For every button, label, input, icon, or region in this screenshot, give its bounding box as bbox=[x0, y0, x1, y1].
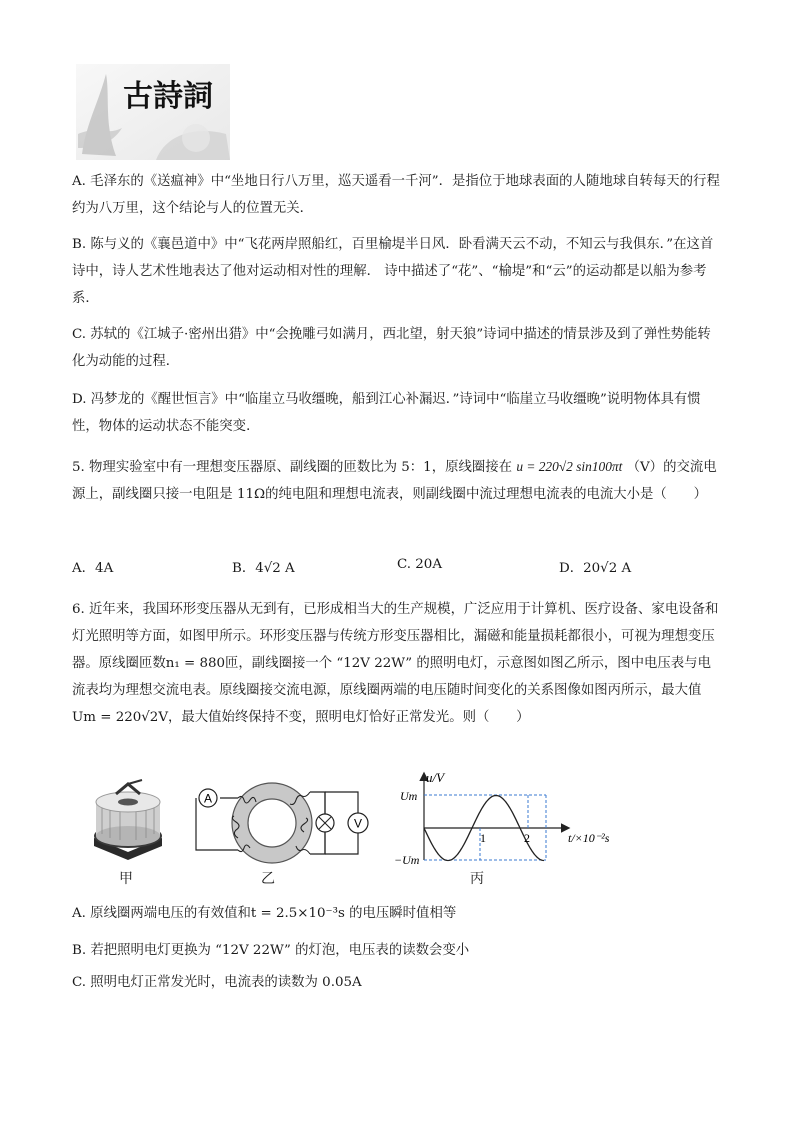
caption-bing: 丙 bbox=[470, 871, 484, 887]
q5-option-d: D．20√2 A bbox=[559, 561, 632, 576]
q6-option-c: C. 照明电灯正常发光时，电流表的读数为 0.05A bbox=[72, 975, 362, 990]
q5-option-c: C. 20A bbox=[397, 557, 442, 572]
q4-option-d: D. 冯梦龙的《醒世恒言》中“临崖立马收缰晚，船到江心补漏迟．”诗词中“临崖立马收缰晚”说明物体具有惯性，物体的运动状态不能突变． bbox=[72, 392, 701, 434]
q6-option-a: A. 原线圈两端电压的有效值和t = 2.5×10⁻³s 的电压瞬时值相等 bbox=[72, 906, 457, 921]
circuit-diagram bbox=[190, 778, 380, 868]
ammeter-label: A bbox=[203, 791, 213, 806]
q5-formula: u = 220√2 sin100πt bbox=[516, 459, 623, 474]
q4-option-b: B. 陈与义的《襄邑道中》中“飞花两岸照船红，百里榆堤半日风．卧看满天云不动，不知云与我俱东．”在这首诗中，诗人艺术性地表达了他对运动相对性的理解． 诗中描述了“花”、“榆堤”和“云”的运动都是以船为参考系． bbox=[72, 237, 714, 306]
q4-option-a: A. 毛泽东的《送瘟神》中“坐地日行八万里，巡天遥看一千河”．是指位于地球表面的人随地球自转每天的行程约为八万里，这个结论与人的位置无关． bbox=[72, 174, 720, 216]
logo-text: 古詩詞 bbox=[123, 79, 213, 114]
q5-stem bbox=[72, 453, 722, 508]
q5-option-b: B．4√2 A bbox=[232, 561, 295, 576]
caption-yi: 乙 bbox=[261, 871, 275, 887]
q4-option-c: C. 苏轼的《江城子·密州出猎》中“会挽雕弓如满月，西北望，射天狼”诗词中描述的情景涉及到了弹性势能转化为动能的过程． bbox=[72, 327, 711, 369]
voltmeter-label: V bbox=[353, 816, 363, 831]
q6-stem: 6. 近年来，我国环形变压器从无到有，已形成相当大的生产规模，广泛应用于计算机、医疗设备、家电设备和灯光照明等方面，如图甲所示。环形变压器与传统方形变压器相比，漏磁和能量损耗都很小，可视为理想变压器。原线圈匝数n₁ = 880匝，副线圈接一个 “12V 22W” 的照明电灯，示意图如图乙所示，图中电压表与电流表均为理想交流电表。原线圈接交流电源，原线圈两端的电压随时间变化的关系图像如图丙所示，最大值 Um = 220√2V，最大值始终保持不变，照明电灯恰好正常发光。则（ ） bbox=[72, 602, 719, 725]
voltage-waveform-graph bbox=[388, 770, 633, 870]
poetry-logo-image bbox=[76, 64, 230, 160]
y-axis-label: u/V bbox=[426, 770, 445, 785]
um-negative-label: −Um bbox=[394, 853, 420, 867]
q5-options bbox=[72, 557, 722, 579]
q6-option-b: B. 若把照明电灯更换为 “12V 22W” 的灯泡，电压表的读数会变小 bbox=[72, 943, 470, 958]
q5-stem-part2: （V）的交流电源上，副线圈只接一电阻是 11Ω的纯电阻和理想电流表，则副线圈中流过理想电流表的电流大小是（ ） bbox=[72, 460, 717, 502]
q5-stem-part1: 5. 物理实验室中有一理想变压器原、副线圈的匝数比为 5：1，原线圈接在 bbox=[72, 460, 513, 475]
um-positive-label: Um bbox=[400, 789, 418, 803]
caption-jia: 甲 bbox=[119, 871, 133, 887]
poetry-logo bbox=[76, 64, 230, 160]
q5-option-a: A．4A bbox=[72, 561, 114, 576]
tick-label-2: 2 bbox=[524, 831, 530, 845]
toroidal-transformer-photo bbox=[90, 778, 166, 862]
x-axis-label: t/×10⁻²s bbox=[568, 831, 610, 845]
tick-label-1: 1 bbox=[480, 831, 486, 845]
